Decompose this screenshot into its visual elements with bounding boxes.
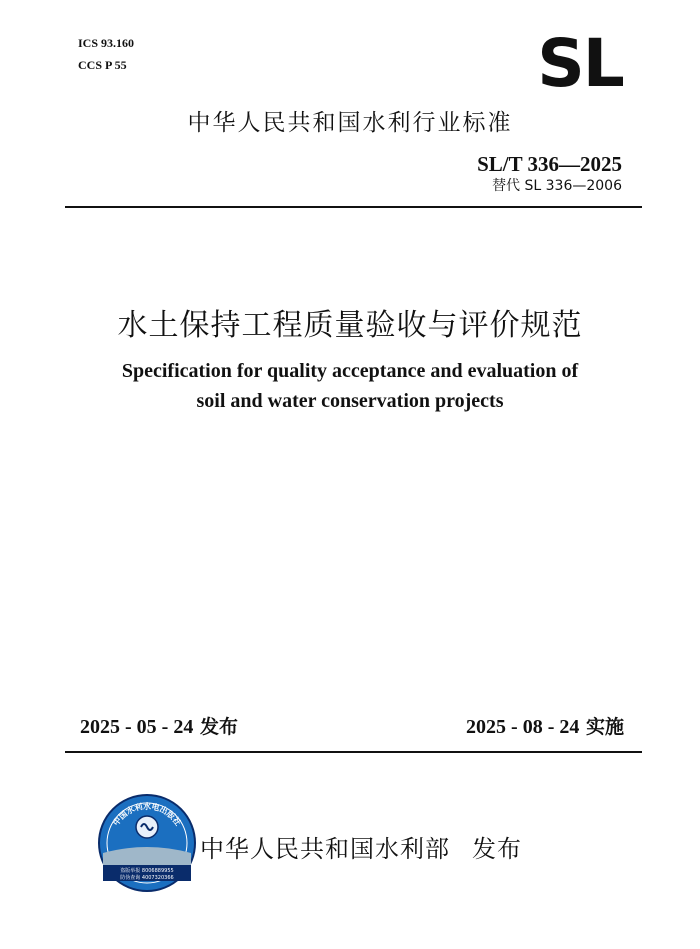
ics-code: ICS 93.160	[78, 36, 135, 50]
industry-standard-heading: 中华人民共和国水利行业标准	[187, 110, 513, 136]
title-chinese: 水土保持工程质量验收与评价规范	[117, 308, 583, 343]
classification-codes	[78, 32, 134, 76]
implement-date: 2025 - 08 - 24	[466, 716, 580, 738]
title-english-line2: soil and water conservation projects	[196, 390, 504, 412]
replaces-note: 替代 SL 336—2006	[492, 178, 622, 194]
ccs-code: CCS P 55	[78, 58, 127, 72]
standard-number: SL/T 336—2025	[477, 152, 622, 176]
issue-date-block	[80, 712, 238, 739]
seal-line2: 防伪查询 4007320366	[120, 875, 174, 881]
issue-date: 2025 - 05 - 24	[80, 716, 194, 738]
seal-arc-text: 中国水利水电出版社	[111, 802, 183, 828]
bottom-divider	[65, 751, 642, 753]
sl-logo-text: SL	[537, 34, 623, 90]
publisher-name: 中华人民共和国水利部	[200, 835, 450, 863]
publisher-action: 发布	[472, 835, 522, 863]
issue-label: 发布	[199, 716, 238, 738]
publisher-seal	[97, 793, 197, 893]
seal-line1: 盗版举报 8006889955	[120, 868, 174, 874]
title-english	[0, 356, 700, 416]
implement-label: 实施	[585, 716, 624, 738]
sl-logo	[528, 34, 632, 90]
publisher-line	[200, 829, 522, 864]
top-divider	[65, 206, 642, 208]
implement-date-block	[466, 712, 624, 739]
standard-number-block	[477, 152, 622, 196]
title-english-line1: Specification for quality acceptance and evaluation of	[121, 360, 579, 382]
